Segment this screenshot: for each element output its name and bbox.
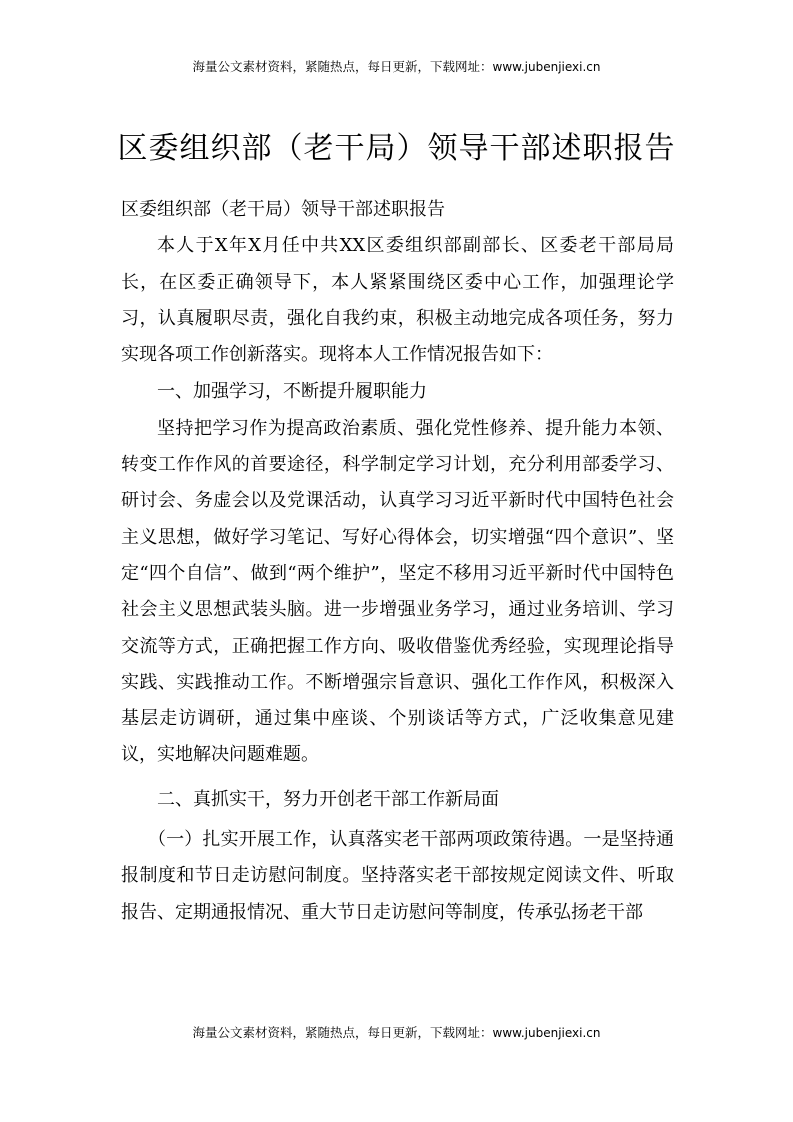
section-1-paragraph: 坚持把学习作为提高政治素质、强化党性修养、提升能力本领、转变工作作风的首要途径，科学制定学习计划，充分利用部委学习、研讨会、务虚会以及党课活动，认真学习习近平新时代中国特色社会主义思想，做好学习笔记、写好心得体会，切实增强“四个意识”、坚定“四个自信”、做到“两个维护”，坚定不移用习近平新时代中国特色社会主义思想武装头脑。进一步增强业务学习，通过业务培训、学习交流等方式，正确把握工作方向、吸收借鉴优秀经验，实现理论指导实践、实践推动工作。不断增强宗旨意识、强化工作作风，积极深入基层走访调研，通过集中座谈、个别谈话等方式，广泛收集意见建议，实地解决问题难题。 bbox=[121, 417, 674, 766]
header-banner-link[interactable]: www.jubenjiexi.cn bbox=[492, 60, 601, 74]
footer-banner-text: 海量公文素材资料，紧随热点，每日更新，下载网址： bbox=[192, 1025, 493, 1040]
document-body bbox=[121, 192, 674, 931]
header-banner-text: 海量公文素材资料，紧随热点，每日更新，下载网址： bbox=[192, 59, 493, 74]
section-1-heading: 一、加强学习，不断提升履职能力 bbox=[157, 381, 427, 403]
section-2-item-1-paragraph: （一）扎实开展工作，认真落实老干部两项政策待遇。一是坚持通报制度和节日走访慰问制度。坚持落实老干部按规定阅读文件、听取报告、定期通报情况、重大节日走访慰问等制度，传承弘扬老干部 bbox=[121, 829, 674, 923]
footer-banner bbox=[0, 1023, 793, 1041]
document-subtitle: 区委组织部（老干局）领导干部述职报告 bbox=[121, 199, 445, 220]
header-banner bbox=[0, 57, 793, 75]
footer-banner-link[interactable]: www.jubenjiexi.cn bbox=[492, 1026, 601, 1040]
document-title: 区委组织部（老干局）领导干部述职报告 bbox=[117, 131, 676, 166]
section-2-heading: 二、真抓实干，努力开创老干部工作新局面 bbox=[157, 788, 499, 810]
intro-paragraph: 本人于X年X月任中共XX区委组织部副部长、区委老干部局局长，在区委正确领导下，本人紧紧围绕区委中心工作，加强理论学习，认真履职尽责，强化自我约束，积极主动地完成各项任务，努力实现各项工作创新落实。现将本人工作情况报告如下： bbox=[121, 235, 674, 366]
